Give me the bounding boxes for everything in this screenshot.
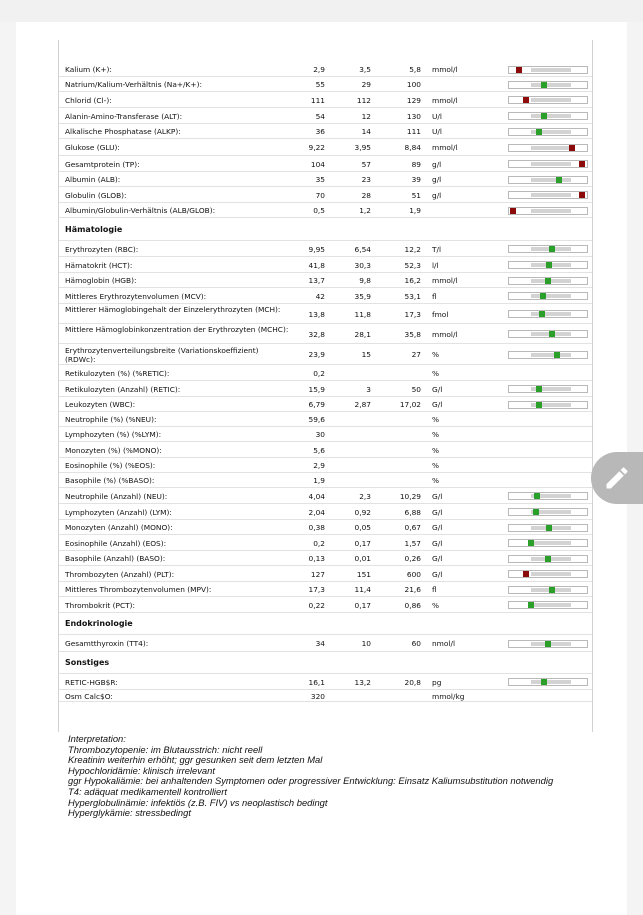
range-indicator	[508, 586, 588, 594]
test-unit: G/l	[432, 492, 443, 501]
reference-range-band	[531, 68, 571, 72]
value-marker	[579, 161, 585, 167]
test-unit: %	[432, 415, 440, 424]
test-name: Alanin-Amino-Transferase (ALT):	[65, 112, 183, 121]
test-value: 1,9	[313, 476, 325, 485]
range-indicator	[508, 160, 588, 168]
value-marker	[536, 129, 542, 135]
test-name: Eosinophile (Anzahl) (EOS):	[65, 539, 167, 548]
test-name: Eosinophile (%) (%EOS):	[65, 461, 156, 470]
interpretation-line: T4: adäquat medikamentell kontrolliert	[68, 785, 227, 797]
reference-range-band	[531, 294, 571, 298]
test-value: 59,6	[308, 415, 325, 424]
test-value: 320	[310, 692, 325, 701]
test-value: 0,5	[313, 206, 325, 215]
reference-low: 3,5	[359, 65, 371, 74]
reference-low: 14	[361, 127, 371, 136]
reference-range-band	[531, 572, 571, 576]
reference-low: 23	[361, 175, 371, 184]
test-unit: mmol/l	[432, 330, 458, 339]
test-name: Gesamtprotein (TP):	[65, 160, 140, 169]
test-value: 9,95	[308, 245, 325, 254]
range-indicator	[508, 524, 588, 532]
test-unit: fmol	[432, 310, 449, 319]
test-value: 2,04	[308, 508, 325, 517]
value-marker	[549, 331, 555, 337]
reference-high: 50	[411, 385, 421, 394]
range-indicator	[508, 112, 588, 120]
test-value: 13,8	[308, 310, 325, 319]
value-marker	[533, 509, 539, 515]
test-name: Lymphozyten (Anzahl) (LYM):	[65, 508, 172, 517]
test-unit: g/l	[432, 175, 442, 184]
test-value: 6,79	[308, 400, 325, 409]
section-header	[59, 652, 592, 674]
test-unit: G/l	[432, 400, 443, 409]
test-unit: fl	[432, 292, 437, 301]
test-unit: %	[432, 446, 440, 455]
range-indicator	[508, 176, 588, 184]
value-marker	[510, 208, 516, 214]
test-unit: mmol/l	[432, 143, 458, 152]
section-title: Hämatologie	[65, 225, 123, 234]
reference-high: 52,3	[404, 261, 421, 270]
reference-high: 111	[406, 127, 421, 136]
reference-range-band	[531, 162, 571, 166]
result-row	[59, 551, 592, 566]
test-name: Natrium/Kalium-Verhältnis (Na+/K+):	[65, 80, 202, 89]
interpretation-line: Hyperglobulinämie: infektiös (z.B. FIV) vs neoplastisch bedingt	[68, 796, 328, 808]
range-indicator	[508, 292, 588, 300]
test-value: 13,7	[308, 276, 325, 285]
reference-range-band	[531, 353, 571, 357]
reference-low: 6,54	[354, 245, 371, 254]
reference-high: 12,2	[404, 245, 421, 254]
interpretation-heading: Interpretation:	[68, 733, 126, 744]
reference-range-band	[531, 114, 571, 118]
value-marker	[546, 262, 552, 268]
edit-button[interactable]	[591, 452, 643, 504]
test-name: Glukose (GLU):	[65, 143, 120, 152]
result-row	[59, 535, 592, 551]
reference-high: 16,2	[404, 276, 421, 285]
test-unit: G/l	[432, 523, 443, 532]
reference-low: 29	[361, 80, 371, 89]
range-indicator	[508, 191, 588, 199]
reference-high: 51	[411, 191, 421, 200]
test-unit: T/l	[432, 245, 442, 254]
test-unit: nmol/l	[432, 639, 456, 648]
value-marker	[536, 402, 542, 408]
result-row	[59, 203, 592, 218]
test-name: Alkalische Phosphatase (ALKP):	[65, 127, 181, 136]
reference-high: 6,88	[404, 508, 421, 517]
result-row	[59, 504, 592, 520]
reference-high: 130	[406, 112, 421, 121]
value-marker	[534, 493, 540, 499]
range-indicator	[508, 508, 588, 516]
result-row	[59, 488, 592, 504]
reference-high: 20,8	[404, 678, 421, 687]
reference-range-band	[531, 83, 571, 87]
section-header	[59, 218, 592, 241]
reference-high: 0,26	[404, 554, 421, 563]
test-value: 32,8	[308, 330, 325, 339]
test-unit: U/l	[432, 127, 442, 136]
result-row	[59, 597, 592, 613]
test-unit: g/l	[432, 160, 442, 169]
test-name: Retikulozyten (%) (%RETIC):	[65, 369, 170, 378]
result-row	[59, 412, 592, 427]
result-row	[59, 635, 592, 652]
test-unit: G/l	[432, 554, 443, 563]
value-marker	[528, 540, 534, 546]
reference-low: 0,92	[354, 508, 371, 517]
test-name: Hämoglobin (HGB):	[65, 276, 137, 285]
test-unit: %	[432, 461, 440, 470]
range-indicator	[508, 81, 588, 89]
result-row	[59, 381, 592, 397]
range-indicator	[508, 351, 588, 359]
test-unit: mmol/l	[432, 65, 458, 74]
test-value: 17,3	[308, 585, 325, 594]
result-row	[59, 92, 592, 108]
reference-low: 3	[366, 385, 371, 394]
test-value: 2,9	[313, 65, 325, 74]
test-name: Thrombokrit (PCT):	[65, 601, 136, 610]
reference-range-band	[531, 541, 571, 545]
test-value: 34	[315, 639, 325, 648]
test-value: 36	[315, 127, 325, 136]
test-value: 35	[315, 175, 325, 184]
value-marker	[545, 556, 551, 562]
range-indicator	[508, 555, 588, 563]
value-marker	[523, 97, 529, 103]
test-value: 0,22	[308, 601, 325, 610]
result-row	[59, 324, 592, 344]
reference-range-band	[531, 209, 571, 213]
result-row	[59, 124, 592, 139]
test-name: Chlorid (Cl-):	[65, 96, 112, 105]
range-indicator	[508, 277, 588, 285]
reference-high: 17,3	[404, 310, 421, 319]
interpretation-line: Thrombozytopenie: im Blutausstrich: nicht reell	[68, 743, 263, 755]
test-unit: %	[432, 350, 440, 359]
test-name: Osm Calc$O:	[65, 692, 113, 701]
value-marker	[569, 145, 575, 151]
interpretation-line: ggr Hypokaliämie: bei anhaltenden Symptomen oder progressiver Entwicklung: Einsatz Kaliumsubstitution notwendig	[68, 775, 554, 787]
test-name: Neutrophile (Anzahl) (NEU):	[65, 492, 168, 501]
result-row	[59, 257, 592, 273]
range-indicator	[508, 310, 588, 318]
section-title: Endokrinologie	[65, 619, 133, 628]
test-unit: mmol/l	[432, 276, 458, 285]
range-indicator	[508, 401, 588, 409]
reference-high: 27	[411, 350, 421, 359]
pencil-icon	[603, 464, 631, 492]
test-value: 4,04	[308, 492, 325, 501]
reference-high: 100	[406, 80, 421, 89]
result-row	[59, 108, 592, 124]
test-value: 0,2	[313, 539, 325, 548]
section-header	[59, 613, 592, 635]
result-row	[59, 458, 592, 473]
test-name: Basophile (Anzahl) (BASO):	[65, 554, 166, 563]
reference-low: 0,17	[354, 601, 371, 610]
reference-high: 89	[411, 160, 421, 169]
interpretation-block	[68, 734, 588, 819]
result-row	[59, 304, 592, 324]
test-name: Neutrophile (%) (%NEU):	[65, 415, 157, 424]
test-name: Globulin (GLOB):	[65, 191, 127, 200]
test-name: Kalium (K+):	[65, 65, 112, 74]
reference-low: 15	[361, 350, 371, 359]
result-row	[59, 520, 592, 535]
value-marker	[546, 525, 552, 531]
reference-low: 28,1	[354, 330, 371, 339]
test-name: Lymphozyten (%) (%LYM):	[65, 430, 162, 439]
top-bar	[0, 0, 643, 22]
range-indicator	[508, 128, 588, 136]
reference-low: 9,8	[359, 276, 371, 285]
reference-high: 39	[411, 175, 421, 184]
test-unit: G/l	[432, 508, 443, 517]
reference-low: 35,9	[354, 292, 371, 301]
reference-low: 0,05	[354, 523, 371, 532]
reference-high: 1,57	[404, 539, 421, 548]
reference-high: 10,29	[399, 492, 421, 501]
test-unit: %	[432, 601, 440, 610]
interpretation-line: Kreatinin weiterhin erhöht; ggr gesunken seit dem letzten Mal	[68, 754, 323, 766]
test-name: Mittlerer Hämoglobingehalt der Einzelerythrozyten (MCH):	[65, 305, 281, 314]
test-unit: l/l	[432, 261, 439, 270]
range-indicator	[508, 245, 588, 253]
test-value: 9,22	[308, 143, 325, 152]
test-value: 55	[315, 80, 325, 89]
test-unit: %	[432, 430, 440, 439]
test-name: Thrombozyten (Anzahl) (PLT):	[65, 570, 175, 579]
test-name: Hämatokrit (HCT):	[65, 261, 133, 270]
reference-low: 30,3	[354, 261, 371, 270]
value-marker	[545, 278, 551, 284]
reference-low: 112	[356, 96, 371, 105]
test-value: 127	[310, 570, 325, 579]
range-indicator	[508, 144, 588, 152]
test-value: 70	[315, 191, 325, 200]
reference-range-band	[531, 642, 571, 646]
range-indicator	[508, 539, 588, 547]
test-unit: %	[432, 476, 440, 485]
test-name: Albumin (ALB):	[65, 175, 121, 184]
reference-low: 11,8	[354, 310, 371, 319]
test-unit: G/l	[432, 385, 443, 394]
value-marker	[541, 679, 547, 685]
reference-high: 600	[406, 570, 421, 579]
test-value: 30	[315, 430, 325, 439]
test-name: Erythrozyten (RBC):	[65, 245, 139, 254]
reference-range-band	[531, 193, 571, 197]
test-value: 16,1	[308, 678, 325, 687]
test-value: 0,2	[313, 369, 325, 378]
result-row	[59, 77, 592, 92]
reference-high: 60	[411, 639, 421, 648]
reference-range-band	[531, 146, 571, 150]
value-marker	[554, 352, 560, 358]
range-indicator	[508, 678, 588, 686]
range-indicator	[508, 96, 588, 104]
reference-low: 13,2	[354, 678, 371, 687]
result-row	[59, 582, 592, 597]
test-value: 104	[310, 160, 325, 169]
value-marker	[556, 177, 562, 183]
reference-range-band	[531, 603, 571, 607]
range-indicator	[508, 261, 588, 269]
result-row	[59, 273, 592, 288]
reference-range-band	[531, 279, 571, 283]
interpretation-line: Hyperglykämie: stressbedingt	[68, 807, 191, 819]
result-row	[59, 442, 592, 458]
reference-range-band	[531, 680, 571, 684]
test-unit: mmol/kg	[432, 692, 465, 701]
test-name: Mittleres Thrombozytenvolumen (MPV):	[65, 585, 212, 594]
reference-range-band	[531, 557, 571, 561]
test-value: 0,38	[308, 523, 325, 532]
result-row	[59, 690, 592, 702]
value-marker	[549, 246, 555, 252]
reference-high: 0,86	[404, 601, 421, 610]
reference-low: 57	[361, 160, 371, 169]
reference-low: 0,01	[354, 554, 371, 563]
reference-low: 2,87	[354, 400, 371, 409]
result-row	[59, 62, 592, 77]
test-value: 54	[315, 112, 325, 121]
range-indicator	[508, 601, 588, 609]
test-value: 111	[310, 96, 325, 105]
reference-low: 12	[361, 112, 371, 121]
test-value: 41,8	[308, 261, 325, 270]
interpretation-line: Hypochloridämie: klinisch irrelevant	[68, 764, 215, 776]
test-unit: G/l	[432, 539, 443, 548]
result-row	[59, 566, 592, 582]
test-unit: g/l	[432, 191, 442, 200]
range-indicator	[508, 330, 588, 338]
value-marker	[523, 571, 529, 577]
reference-high: 21,6	[404, 585, 421, 594]
reference-range-band	[531, 178, 571, 182]
test-name: RETIC-HGB$R:	[65, 678, 118, 687]
reference-low: 2,3	[359, 492, 371, 501]
value-marker	[541, 82, 547, 88]
range-indicator	[508, 385, 588, 393]
reference-high: 0,67	[404, 523, 421, 532]
value-marker	[539, 311, 545, 317]
reference-high: 1,9	[409, 206, 421, 215]
result-row	[59, 427, 592, 442]
value-marker	[536, 386, 542, 392]
value-marker	[541, 113, 547, 119]
test-value: 5,6	[313, 446, 325, 455]
result-row	[59, 172, 592, 187]
test-value: 23,9	[308, 350, 325, 359]
test-name: Gesamtthyroxin (TT4):	[65, 639, 149, 648]
section-title: Sonstiges	[65, 658, 110, 667]
result-row	[59, 139, 592, 156]
test-name: Retikulozyten (Anzahl) (RETIC):	[65, 385, 181, 394]
reference-low: 151	[356, 570, 371, 579]
test-name: Albumin/Globulin-Verhältnis (ALB/GLOB):	[65, 206, 216, 215]
value-marker	[540, 293, 546, 299]
result-row	[59, 288, 592, 304]
reference-high: 8,84	[404, 143, 421, 152]
range-indicator	[508, 207, 588, 215]
test-value: 42	[315, 292, 325, 301]
reference-high: 129	[406, 96, 421, 105]
value-marker	[528, 602, 534, 608]
reference-low: 0,17	[354, 539, 371, 548]
test-value: 2,9	[313, 461, 325, 470]
value-marker	[545, 641, 551, 647]
reference-range-band	[531, 312, 571, 316]
test-name: Mittlere Hämoglobinkonzentration der Erythrozyten (MCHC):	[65, 325, 289, 334]
test-value: 15,9	[308, 385, 325, 394]
result-row	[59, 365, 592, 381]
test-unit: U/l	[432, 112, 442, 121]
result-row	[59, 156, 592, 172]
range-indicator	[508, 570, 588, 578]
test-name: Erythrozytenverteilungsbreite (Variationskoeffizient) (RDWc):	[65, 346, 259, 364]
result-row	[59, 674, 592, 690]
test-unit: fl	[432, 585, 437, 594]
value-marker	[516, 67, 522, 73]
result-row	[59, 187, 592, 203]
test-name: Leukozyten (WBC):	[65, 400, 136, 409]
reference-high: 17,02	[399, 400, 421, 409]
value-marker	[579, 192, 585, 198]
result-row	[59, 473, 592, 488]
test-unit: mmol/l	[432, 96, 458, 105]
reference-low: 28	[361, 191, 371, 200]
reference-low: 1,2	[359, 206, 371, 215]
test-name: Mittleres Erythrozytenvolumen (MCV):	[65, 292, 207, 301]
reference-high: 35,8	[404, 330, 421, 339]
test-name: Monozyten (%) (%MONO):	[65, 446, 162, 455]
range-indicator	[508, 492, 588, 500]
test-value: 0,13	[308, 554, 325, 563]
reference-low: 10	[361, 639, 371, 648]
reference-high: 53,1	[404, 292, 421, 301]
test-name: Basophile (%) (%BASO):	[65, 476, 155, 485]
range-indicator	[508, 640, 588, 648]
result-row	[59, 241, 592, 257]
test-unit: pg	[432, 678, 442, 687]
result-row	[59, 397, 592, 412]
test-unit: %	[432, 369, 440, 378]
reference-low: 3,95	[354, 143, 371, 152]
reference-range-band	[531, 98, 571, 102]
range-indicator	[508, 66, 588, 74]
reference-low: 11,4	[354, 585, 371, 594]
test-unit: G/l	[432, 570, 443, 579]
test-name: Monozyten (Anzahl) (MONO):	[65, 523, 173, 532]
result-row	[59, 344, 592, 365]
value-marker	[549, 587, 555, 593]
reference-high: 5,8	[409, 65, 421, 74]
